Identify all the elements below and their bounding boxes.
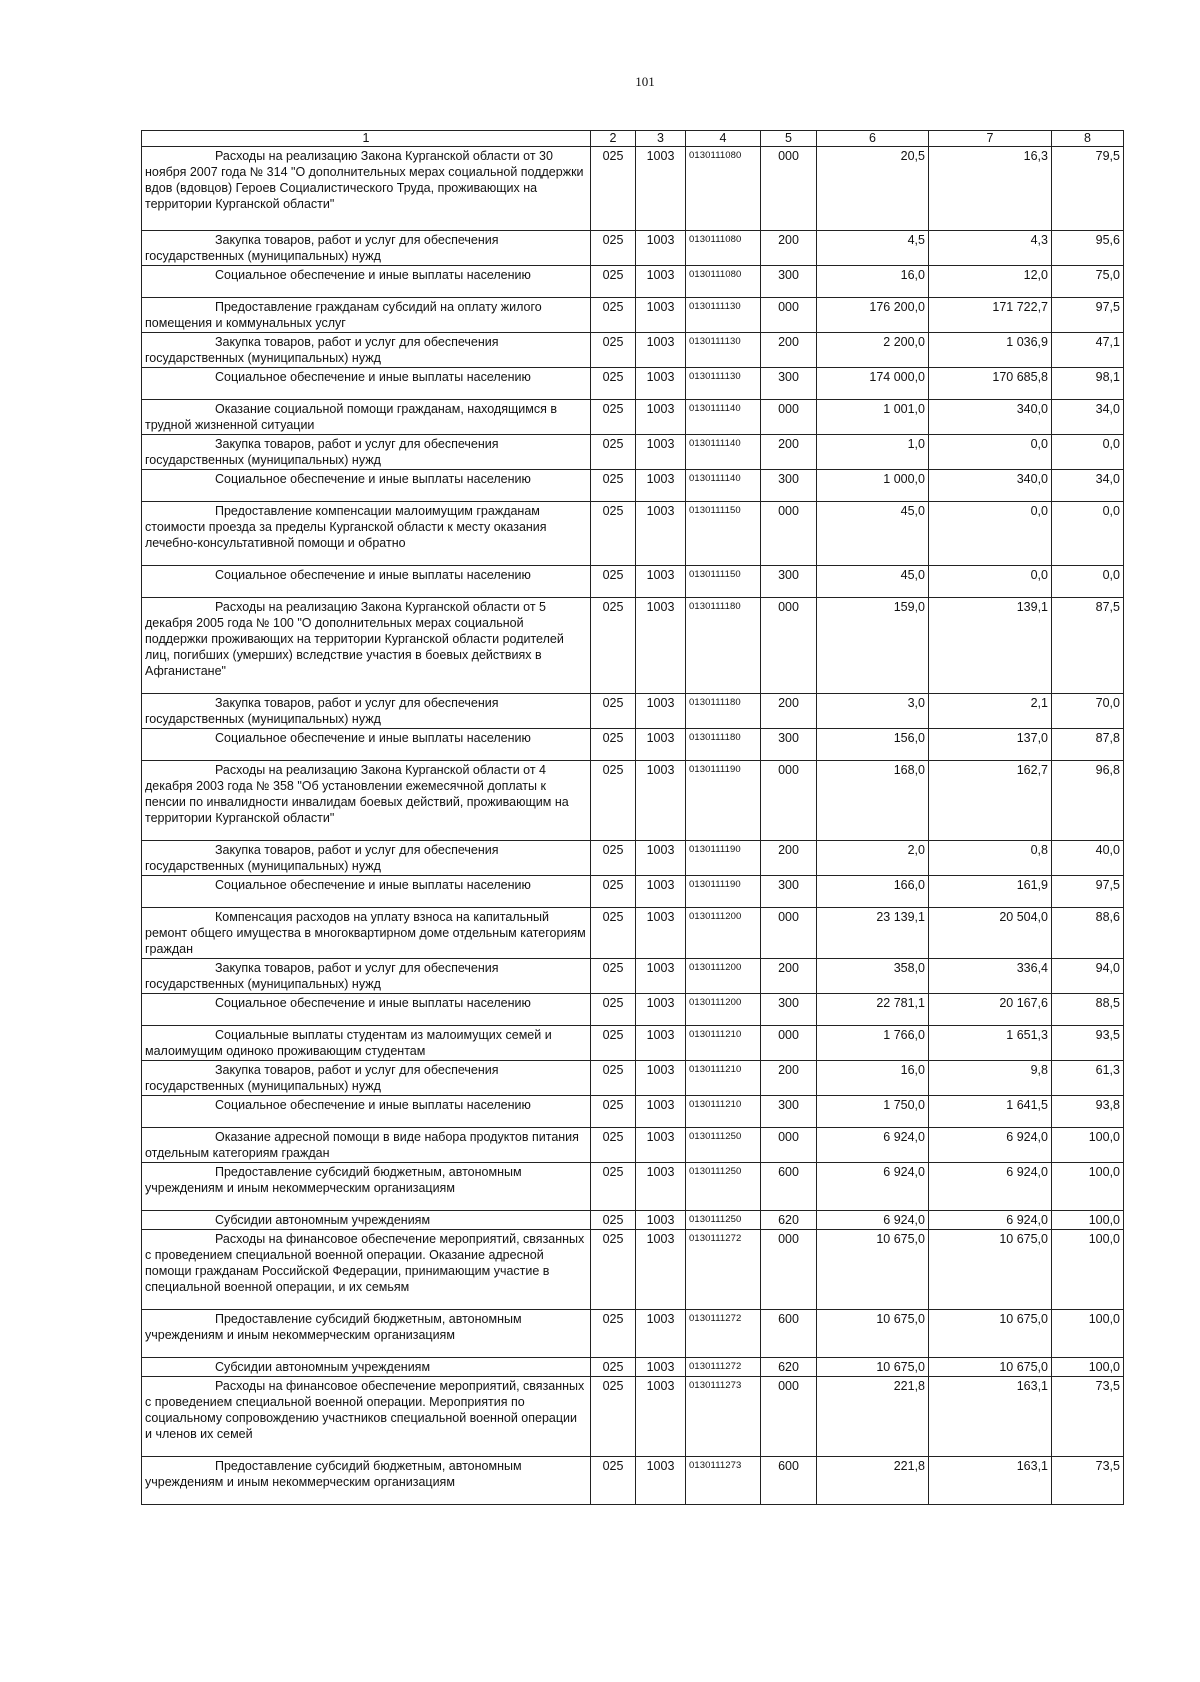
expense-type-code: 300 xyxy=(761,876,817,908)
execution-percent: 100,0 xyxy=(1052,1163,1124,1211)
executed-amount: 20 504,0 xyxy=(929,908,1052,959)
execution-percent: 96,8 xyxy=(1052,761,1124,841)
table-row xyxy=(142,1163,1124,1211)
expense-type-code: 620 xyxy=(761,1358,817,1377)
column-header: 8 xyxy=(1052,131,1124,147)
table-row xyxy=(142,1096,1124,1128)
target-article-code: 0130111150 xyxy=(686,566,761,598)
row-name: Предоставление гражданам субсидий на оплату жилого помещения и коммунальных услуг xyxy=(142,298,591,333)
section-code: 1003 xyxy=(636,841,686,876)
execution-percent: 100,0 xyxy=(1052,1211,1124,1230)
chapter-code: 025 xyxy=(591,333,636,368)
planned-amount: 10 675,0 xyxy=(817,1358,929,1377)
expense-type-code: 600 xyxy=(761,1310,817,1358)
expense-type-code: 000 xyxy=(761,908,817,959)
table-row xyxy=(142,566,1124,598)
chapter-code: 025 xyxy=(591,908,636,959)
execution-percent: 88,6 xyxy=(1052,908,1124,959)
executed-amount: 10 675,0 xyxy=(929,1310,1052,1358)
target-article-code: 0130111200 xyxy=(686,908,761,959)
expense-type-code: 000 xyxy=(761,1377,817,1457)
executed-amount: 0,0 xyxy=(929,566,1052,598)
table-row xyxy=(142,598,1124,694)
section-code: 1003 xyxy=(636,298,686,333)
chapter-code: 025 xyxy=(591,761,636,841)
executed-amount: 10 675,0 xyxy=(929,1230,1052,1310)
table-row xyxy=(142,298,1124,333)
execution-percent: 47,1 xyxy=(1052,333,1124,368)
row-name: Социальное обеспечение и иные выплаты населению xyxy=(142,994,591,1026)
target-article-code: 0130111080 xyxy=(686,266,761,298)
planned-amount: 20,5 xyxy=(817,147,929,231)
execution-percent: 88,5 xyxy=(1052,994,1124,1026)
executed-amount: 0,0 xyxy=(929,435,1052,470)
executed-amount: 1 651,3 xyxy=(929,1026,1052,1061)
planned-amount: 16,0 xyxy=(817,1061,929,1096)
chapter-code: 025 xyxy=(591,266,636,298)
planned-amount: 2 200,0 xyxy=(817,333,929,368)
expense-type-code: 600 xyxy=(761,1457,817,1505)
execution-percent: 87,8 xyxy=(1052,729,1124,761)
target-article-code: 0130111210 xyxy=(686,1096,761,1128)
planned-amount: 1,0 xyxy=(817,435,929,470)
expense-type-code: 300 xyxy=(761,729,817,761)
target-article-code: 0130111140 xyxy=(686,470,761,502)
row-name: Субсидии автономным учреждениям xyxy=(142,1211,591,1230)
target-article-code: 0130111130 xyxy=(686,368,761,400)
section-code: 1003 xyxy=(636,435,686,470)
chapter-code: 025 xyxy=(591,1230,636,1310)
target-article-code: 0130111210 xyxy=(686,1061,761,1096)
table-row xyxy=(142,502,1124,566)
executed-amount: 6 924,0 xyxy=(929,1163,1052,1211)
expense-type-code: 200 xyxy=(761,333,817,368)
planned-amount: 1 750,0 xyxy=(817,1096,929,1128)
column-header: 2 xyxy=(591,131,636,147)
executed-amount: 0,8 xyxy=(929,841,1052,876)
chapter-code: 025 xyxy=(591,1128,636,1163)
executed-amount: 4,3 xyxy=(929,231,1052,266)
target-article-code: 0130111080 xyxy=(686,147,761,231)
chapter-code: 025 xyxy=(591,566,636,598)
row-name: Социальное обеспечение и иные выплаты населению xyxy=(142,876,591,908)
target-article-code: 0130111272 xyxy=(686,1230,761,1310)
executed-amount: 336,4 xyxy=(929,959,1052,994)
table-row xyxy=(142,1230,1124,1310)
executed-amount: 171 722,7 xyxy=(929,298,1052,333)
expense-type-code: 300 xyxy=(761,1096,817,1128)
target-article-code: 0130111273 xyxy=(686,1457,761,1505)
expense-type-code: 200 xyxy=(761,435,817,470)
expense-type-code: 300 xyxy=(761,566,817,598)
planned-amount: 2,0 xyxy=(817,841,929,876)
execution-percent: 94,0 xyxy=(1052,959,1124,994)
execution-percent: 97,5 xyxy=(1052,876,1124,908)
section-code: 1003 xyxy=(636,761,686,841)
row-name: Субсидии автономным учреждениям xyxy=(142,1358,591,1377)
table-row xyxy=(142,729,1124,761)
target-article-code: 0130111190 xyxy=(686,876,761,908)
table-row xyxy=(142,841,1124,876)
row-name: Закупка товаров, работ и услуг для обеспечения государственных (муниципальных) нужд xyxy=(142,959,591,994)
table-row xyxy=(142,333,1124,368)
expense-type-code: 200 xyxy=(761,959,817,994)
section-code: 1003 xyxy=(636,1061,686,1096)
page-number: 101 xyxy=(635,74,655,89)
table-body xyxy=(142,147,1124,1505)
table-row xyxy=(142,959,1124,994)
executed-amount: 170 685,8 xyxy=(929,368,1052,400)
table-row xyxy=(142,908,1124,959)
row-name: Предоставление субсидий бюджетным, автономным учреждениям и иным некоммерческим организациям xyxy=(142,1457,591,1505)
section-code: 1003 xyxy=(636,502,686,566)
target-article-code: 0130111250 xyxy=(686,1128,761,1163)
executed-amount: 340,0 xyxy=(929,470,1052,502)
section-code: 1003 xyxy=(636,694,686,729)
execution-percent: 73,5 xyxy=(1052,1377,1124,1457)
target-article-code: 0130111180 xyxy=(686,729,761,761)
budget-table xyxy=(141,130,1124,1505)
planned-amount: 6 924,0 xyxy=(817,1211,929,1230)
executed-amount: 16,3 xyxy=(929,147,1052,231)
chapter-code: 025 xyxy=(591,1211,636,1230)
execution-percent: 70,0 xyxy=(1052,694,1124,729)
row-name: Расходы на реализацию Закона Курганской области от 4 декабря 2003 года № 358 "Об установлении ежемесячной доплаты к пенсии по инвалидности инвалидам боевых действий, проживающим на территории Курганской области" xyxy=(142,761,591,841)
section-code: 1003 xyxy=(636,1096,686,1128)
chapter-code: 025 xyxy=(591,1358,636,1377)
table-row xyxy=(142,761,1124,841)
expense-type-code: 620 xyxy=(761,1211,817,1230)
expense-type-code: 300 xyxy=(761,470,817,502)
section-code: 1003 xyxy=(636,908,686,959)
execution-percent: 75,0 xyxy=(1052,266,1124,298)
row-name: Социальное обеспечение и иные выплаты населению xyxy=(142,729,591,761)
table-row xyxy=(142,231,1124,266)
executed-amount: 9,8 xyxy=(929,1061,1052,1096)
planned-amount: 45,0 xyxy=(817,566,929,598)
chapter-code: 025 xyxy=(591,435,636,470)
target-article-code: 0130111140 xyxy=(686,400,761,435)
executed-amount: 340,0 xyxy=(929,400,1052,435)
chapter-code: 025 xyxy=(591,598,636,694)
chapter-code: 025 xyxy=(591,729,636,761)
target-article-code: 0130111180 xyxy=(686,598,761,694)
planned-amount: 221,8 xyxy=(817,1457,929,1505)
target-article-code: 0130111190 xyxy=(686,841,761,876)
target-article-code: 0130111200 xyxy=(686,959,761,994)
target-article-code: 0130111250 xyxy=(686,1211,761,1230)
chapter-code: 025 xyxy=(591,147,636,231)
planned-amount: 4,5 xyxy=(817,231,929,266)
executed-amount: 2,1 xyxy=(929,694,1052,729)
chapter-code: 025 xyxy=(591,231,636,266)
row-name: Закупка товаров, работ и услуг для обеспечения государственных (муниципальных) нужд xyxy=(142,694,591,729)
expense-type-code: 300 xyxy=(761,994,817,1026)
expense-type-code: 000 xyxy=(761,147,817,231)
chapter-code: 025 xyxy=(591,502,636,566)
planned-amount: 22 781,1 xyxy=(817,994,929,1026)
row-name: Социальное обеспечение и иные выплаты населению xyxy=(142,368,591,400)
row-name: Социальное обеспечение и иные выплаты населению xyxy=(142,266,591,298)
expense-type-code: 200 xyxy=(761,841,817,876)
row-name: Социальные выплаты студентам из малоимущих семей и малоимущим одиноко проживающим студентам xyxy=(142,1026,591,1061)
column-header: 3 xyxy=(636,131,686,147)
section-code: 1003 xyxy=(636,876,686,908)
target-article-code: 0130111200 xyxy=(686,994,761,1026)
table-row xyxy=(142,1026,1124,1061)
target-article-code: 0130111272 xyxy=(686,1310,761,1358)
executed-amount: 0,0 xyxy=(929,502,1052,566)
column-header: 1 xyxy=(142,131,591,147)
table-row xyxy=(142,694,1124,729)
column-header: 4 xyxy=(686,131,761,147)
execution-percent: 93,8 xyxy=(1052,1096,1124,1128)
executed-amount: 6 924,0 xyxy=(929,1128,1052,1163)
target-article-code: 0130111130 xyxy=(686,298,761,333)
target-article-code: 0130111180 xyxy=(686,694,761,729)
table-row xyxy=(142,1128,1124,1163)
section-code: 1003 xyxy=(636,1026,686,1061)
execution-percent: 40,0 xyxy=(1052,841,1124,876)
section-code: 1003 xyxy=(636,1163,686,1211)
execution-percent: 100,0 xyxy=(1052,1128,1124,1163)
executed-amount: 6 924,0 xyxy=(929,1211,1052,1230)
row-name: Социальное обеспечение и иные выплаты населению xyxy=(142,470,591,502)
planned-amount: 159,0 xyxy=(817,598,929,694)
row-name: Расходы на реализацию Закона Курганской области от 5 декабря 2005 года № 100 "О дополнительных мерах социальной поддержки проживающих на территории Курганской области родителей лиц, погибших (умерших) вследствие участия в боевых действиях в Афганистане" xyxy=(142,598,591,694)
table-row xyxy=(142,876,1124,908)
execution-percent: 100,0 xyxy=(1052,1310,1124,1358)
target-article-code: 0130111190 xyxy=(686,761,761,841)
section-code: 1003 xyxy=(636,266,686,298)
section-code: 1003 xyxy=(636,1128,686,1163)
planned-amount: 358,0 xyxy=(817,959,929,994)
executed-amount: 1 036,9 xyxy=(929,333,1052,368)
chapter-code: 025 xyxy=(591,470,636,502)
executed-amount: 163,1 xyxy=(929,1377,1052,1457)
table-row xyxy=(142,400,1124,435)
chapter-code: 025 xyxy=(591,1310,636,1358)
execution-percent: 98,1 xyxy=(1052,368,1124,400)
row-name: Предоставление субсидий бюджетным, автономным учреждениям и иным некоммерческим организациям xyxy=(142,1310,591,1358)
executed-amount: 137,0 xyxy=(929,729,1052,761)
execution-percent: 79,5 xyxy=(1052,147,1124,231)
planned-amount: 10 675,0 xyxy=(817,1230,929,1310)
row-name: Оказание адресной помощи в виде набора продуктов питания отдельным категориям граждан xyxy=(142,1128,591,1163)
execution-percent: 34,0 xyxy=(1052,470,1124,502)
section-code: 1003 xyxy=(636,1457,686,1505)
chapter-code: 025 xyxy=(591,1096,636,1128)
planned-amount: 166,0 xyxy=(817,876,929,908)
expense-type-code: 200 xyxy=(761,231,817,266)
expense-type-code: 300 xyxy=(761,368,817,400)
expense-type-code: 000 xyxy=(761,400,817,435)
planned-amount: 1 766,0 xyxy=(817,1026,929,1061)
expense-type-code: 200 xyxy=(761,1061,817,1096)
section-code: 1003 xyxy=(636,147,686,231)
planned-amount: 23 139,1 xyxy=(817,908,929,959)
row-name: Предоставление субсидий бюджетным, автономным учреждениям и иным некоммерческим организациям xyxy=(142,1163,591,1211)
executed-amount: 139,1 xyxy=(929,598,1052,694)
section-code: 1003 xyxy=(636,994,686,1026)
section-code: 1003 xyxy=(636,470,686,502)
column-header: 5 xyxy=(761,131,817,147)
table-row xyxy=(142,147,1124,231)
chapter-code: 025 xyxy=(591,1377,636,1457)
table-row xyxy=(142,1377,1124,1457)
row-name: Закупка товаров, работ и услуг для обеспечения государственных (муниципальных) нужд xyxy=(142,435,591,470)
execution-percent: 0,0 xyxy=(1052,435,1124,470)
section-code: 1003 xyxy=(636,333,686,368)
table-row xyxy=(142,435,1124,470)
planned-amount: 45,0 xyxy=(817,502,929,566)
expense-type-code: 300 xyxy=(761,266,817,298)
section-code: 1003 xyxy=(636,959,686,994)
planned-amount: 16,0 xyxy=(817,266,929,298)
executed-amount: 162,7 xyxy=(929,761,1052,841)
execution-percent: 97,5 xyxy=(1052,298,1124,333)
section-code: 1003 xyxy=(636,231,686,266)
table-row xyxy=(142,1310,1124,1358)
row-name: Закупка товаров, работ и услуг для обеспечения государственных (муниципальных) нужд xyxy=(142,1061,591,1096)
planned-amount: 6 924,0 xyxy=(817,1163,929,1211)
chapter-code: 025 xyxy=(591,994,636,1026)
target-article-code: 0130111273 xyxy=(686,1377,761,1457)
table-row xyxy=(142,1457,1124,1505)
section-code: 1003 xyxy=(636,1310,686,1358)
planned-amount: 156,0 xyxy=(817,729,929,761)
row-name: Предоставление компенсации малоимущим гражданам стоимости проезда за пределы Курганской области к месту оказания лечебно-консультативной помощи и обратно xyxy=(142,502,591,566)
executed-amount: 20 167,6 xyxy=(929,994,1052,1026)
expense-type-code: 200 xyxy=(761,694,817,729)
row-name: Социальное обеспечение и иные выплаты населению xyxy=(142,1096,591,1128)
row-name: Социальное обеспечение и иные выплаты населению xyxy=(142,566,591,598)
row-name: Закупка товаров, работ и услуг для обеспечения государственных (муниципальных) нужд xyxy=(142,333,591,368)
chapter-code: 025 xyxy=(591,1457,636,1505)
executed-amount: 12,0 xyxy=(929,266,1052,298)
header-row xyxy=(142,131,1124,147)
execution-percent: 0,0 xyxy=(1052,502,1124,566)
section-code: 1003 xyxy=(636,598,686,694)
execution-percent: 95,6 xyxy=(1052,231,1124,266)
planned-amount: 1 001,0 xyxy=(817,400,929,435)
planned-amount: 3,0 xyxy=(817,694,929,729)
chapter-code: 025 xyxy=(591,959,636,994)
expense-type-code: 000 xyxy=(761,598,817,694)
section-code: 1003 xyxy=(636,368,686,400)
row-name: Расходы на реализацию Закона Курганской области от 30 ноября 2007 года № 314 "О дополнительных мерах социальной поддержки вдов (вдовцов) Героев Социалистического Труда, проживающих на территории Курганской области" xyxy=(142,147,591,231)
expense-type-code: 000 xyxy=(761,502,817,566)
expense-type-code: 000 xyxy=(761,1230,817,1310)
planned-amount: 10 675,0 xyxy=(817,1310,929,1358)
row-name: Закупка товаров, работ и услуг для обеспечения государственных (муниципальных) нужд xyxy=(142,841,591,876)
target-article-code: 0130111130 xyxy=(686,333,761,368)
execution-percent: 100,0 xyxy=(1052,1358,1124,1377)
table-row xyxy=(142,1061,1124,1096)
target-article-code: 0130111210 xyxy=(686,1026,761,1061)
chapter-code: 025 xyxy=(591,1163,636,1211)
planned-amount: 176 200,0 xyxy=(817,298,929,333)
target-article-code: 0130111140 xyxy=(686,435,761,470)
chapter-code: 025 xyxy=(591,1026,636,1061)
row-name: Компенсация расходов на уплату взноса на капитальный ремонт общего имущества в многоквартирном доме отдельным категориям граждан xyxy=(142,908,591,959)
execution-percent: 0,0 xyxy=(1052,566,1124,598)
chapter-code: 025 xyxy=(591,841,636,876)
expense-type-code: 000 xyxy=(761,298,817,333)
section-code: 1003 xyxy=(636,1358,686,1377)
execution-percent: 87,5 xyxy=(1052,598,1124,694)
execution-percent: 61,3 xyxy=(1052,1061,1124,1096)
target-article-code: 0130111150 xyxy=(686,502,761,566)
section-code: 1003 xyxy=(636,1377,686,1457)
row-name: Расходы на финансовое обеспечение мероприятий, связанных с проведением специальной военной операции. Оказание адресной помощи гражданам Российской Федерации, принимающим участие в специальной военной операции, и их семьям xyxy=(142,1230,591,1310)
target-article-code: 0130111250 xyxy=(686,1163,761,1211)
execution-percent: 100,0 xyxy=(1052,1230,1124,1310)
execution-percent: 34,0 xyxy=(1052,400,1124,435)
chapter-code: 025 xyxy=(591,1061,636,1096)
section-code: 1003 xyxy=(636,1230,686,1310)
chapter-code: 025 xyxy=(591,298,636,333)
section-code: 1003 xyxy=(636,1211,686,1230)
chapter-code: 025 xyxy=(591,876,636,908)
row-name: Оказание социальной помощи гражданам, находящимся в трудной жизненной ситуации xyxy=(142,400,591,435)
table-row xyxy=(142,1358,1124,1377)
row-name: Расходы на финансовое обеспечение мероприятий, связанных с проведением специальной военной операции. Мероприятия по социальному сопровождению участников специальной военной операции и членов их семей xyxy=(142,1377,591,1457)
expense-type-code: 000 xyxy=(761,761,817,841)
table-row xyxy=(142,368,1124,400)
column-header: 7 xyxy=(929,131,1052,147)
chapter-code: 025 xyxy=(591,400,636,435)
row-name: Закупка товаров, работ и услуг для обеспечения государственных (муниципальных) нужд xyxy=(142,231,591,266)
expense-type-code: 000 xyxy=(761,1026,817,1061)
executed-amount: 10 675,0 xyxy=(929,1358,1052,1377)
planned-amount: 6 924,0 xyxy=(817,1128,929,1163)
expense-type-code: 600 xyxy=(761,1163,817,1211)
table-row xyxy=(142,994,1124,1026)
executed-amount: 163,1 xyxy=(929,1457,1052,1505)
execution-percent: 73,5 xyxy=(1052,1457,1124,1505)
executed-amount: 161,9 xyxy=(929,876,1052,908)
planned-amount: 1 000,0 xyxy=(817,470,929,502)
table-row xyxy=(142,1211,1124,1230)
table-row xyxy=(142,470,1124,502)
chapter-code: 025 xyxy=(591,694,636,729)
section-code: 1003 xyxy=(636,400,686,435)
planned-amount: 221,8 xyxy=(817,1377,929,1457)
target-article-code: 0130111272 xyxy=(686,1358,761,1377)
column-header: 6 xyxy=(817,131,929,147)
section-code: 1003 xyxy=(636,729,686,761)
table-row xyxy=(142,266,1124,298)
section-code: 1003 xyxy=(636,566,686,598)
executed-amount: 1 641,5 xyxy=(929,1096,1052,1128)
expense-type-code: 000 xyxy=(761,1128,817,1163)
planned-amount: 168,0 xyxy=(817,761,929,841)
execution-percent: 93,5 xyxy=(1052,1026,1124,1061)
target-article-code: 0130111080 xyxy=(686,231,761,266)
chapter-code: 025 xyxy=(591,368,636,400)
planned-amount: 174 000,0 xyxy=(817,368,929,400)
